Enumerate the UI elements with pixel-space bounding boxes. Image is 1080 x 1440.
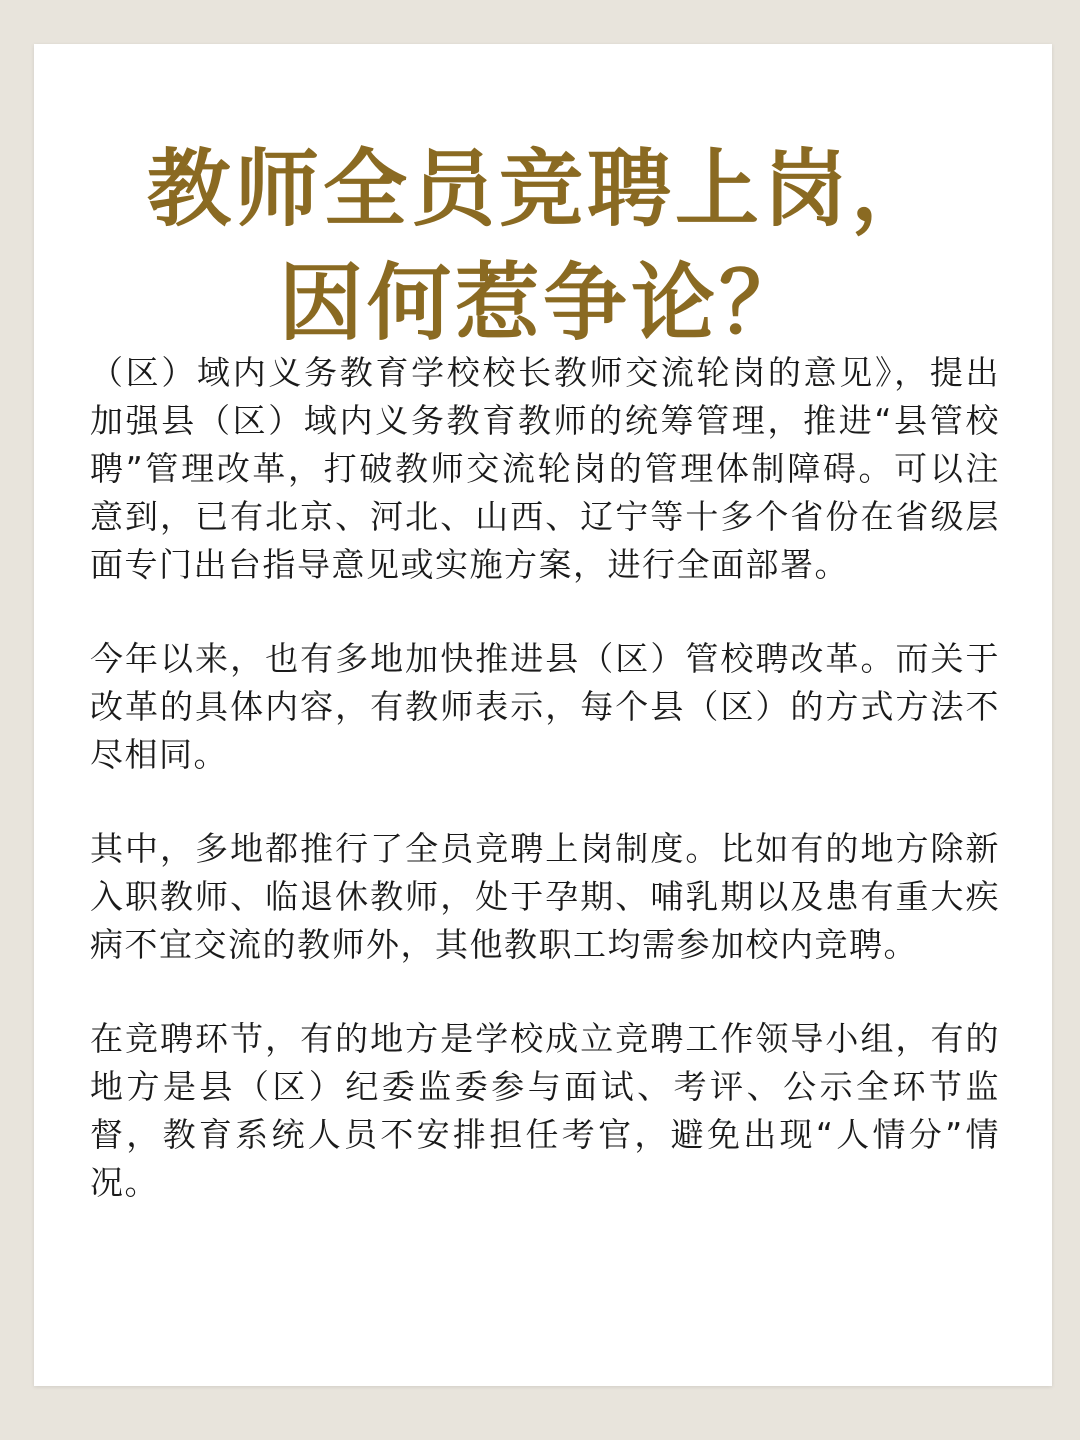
paragraph-2: 今年以来，也有多地加快推进县（区）管校聘改革。而关于改革的具体内容，有教师表示，每个县（区）的方式方法不尽相同。 <box>90 639 1000 774</box>
paragraph-3: 其中，多地都推行了全员竞聘上岗制度。比如有的地方除新入职教师、临退休教师，处于孕期、哺乳期以及患有重大疾病不宜交流的教师外，其他教职工均需参加校内竞聘。 <box>90 829 1000 964</box>
title-line-2: 因何惹争论？ <box>278 253 807 352</box>
title-line-1: 教师全员竞聘上岗， <box>146 139 939 238</box>
paragraph-4: 在竞聘环节，有的地方是学校成立竞聘工作领导小组，有的地方是县（区）纪委监委参与面试、考评、公示全环节监督，教育系统人员不安排担任考官，避免出现“人情分”情况。 <box>90 1019 1000 1202</box>
paragraph-1: （区）域内义务教育学校校长教师交流轮岗的意见》，提出加强县（区）域内义务教育教师的统筹管理，推进“县管校聘”管理改革，打破教师交流轮岗的管理体制障碍。可以注意到，已有北京、河北、山西、辽宁等十多个省份在省级层面专门出台指导意见或实施方案，进行全面部署。 <box>90 353 1000 584</box>
page-title <box>34 132 1052 360</box>
article-card <box>34 44 1052 1386</box>
article-body <box>90 349 1000 1207</box>
